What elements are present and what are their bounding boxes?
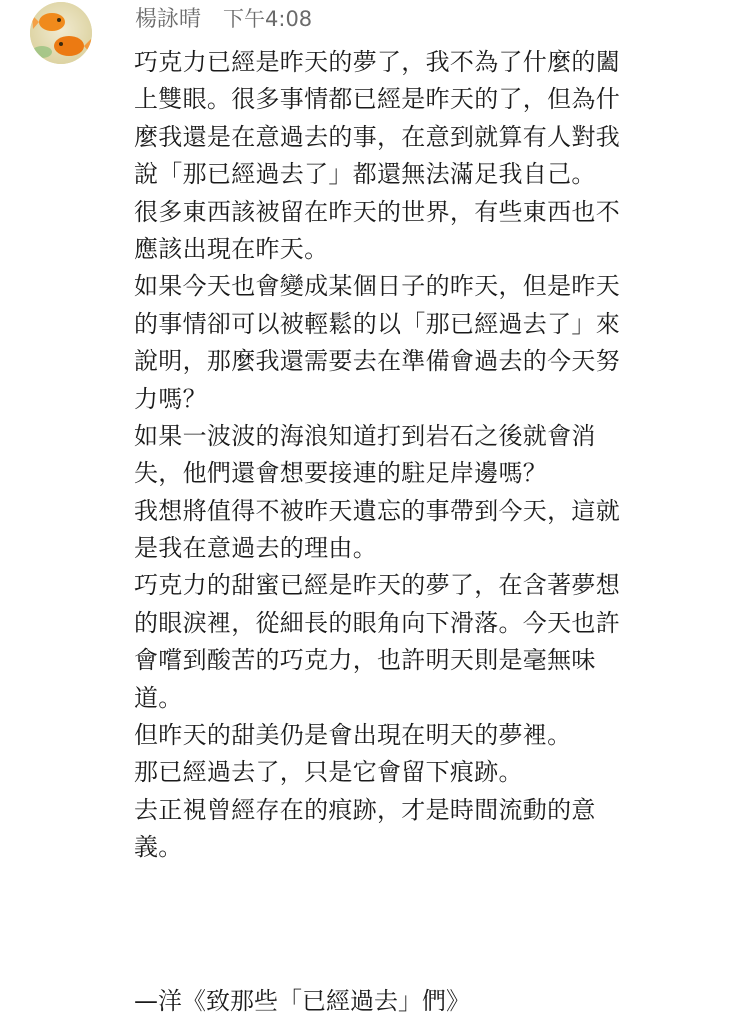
timestamp: 下午4:08 bbox=[223, 7, 313, 31]
comment-line: 麼我還是在意過去的事，在意到就算有人對我 bbox=[134, 122, 620, 151]
author-name[interactable]: 楊詠晴 bbox=[135, 7, 202, 32]
comment-header bbox=[135, 2, 312, 32]
comment-line: 說「那已經過去了」都還無法滿足我自己。 bbox=[134, 160, 596, 189]
comment-line: 那已經過去了，只是它會留下痕跡。 bbox=[134, 758, 523, 787]
comment-line: 力嗎？ bbox=[134, 384, 207, 413]
comment-line: 巧克力的甜蜜已經是昨天的夢了，在含著夢想 bbox=[134, 571, 620, 600]
comment-line: 的事情卻可以被輕鬆的以「那已經過去了」來 bbox=[134, 309, 620, 338]
comment-line: 是我在意過去的理由。 bbox=[134, 534, 377, 563]
comment-line: 但昨天的甜美仍是會出現在明天的夢裡。 bbox=[134, 721, 572, 750]
comment-line: 會嚐到酸苦的巧克力，也許明天則是毫無味 bbox=[134, 646, 596, 675]
comment-line: 說明，那麼我還需要去在準備會過去的今天努 bbox=[134, 347, 620, 376]
comment-line: 很多東西該被留在昨天的世界，有些東西也不 bbox=[134, 197, 620, 226]
signature-line: —洋《致那些「已經過去」們》 bbox=[134, 987, 470, 1015]
comment-line: 失，他們還會想要接連的駐足岸邊嗎？ bbox=[134, 459, 548, 488]
comment-line: 上雙眼。很多事情都已經是昨天的了，但為什 bbox=[134, 85, 620, 114]
comment-line: 的眼淚裡，從細長的眼角向下滑落。今天也許 bbox=[134, 608, 620, 637]
comment-line: 去正視曾經存在的痕跡，才是時間流動的意 bbox=[134, 795, 596, 824]
comment-line: 如果今天也會變成某個日子的昨天，但是昨天 bbox=[134, 272, 620, 301]
comment-line: 應該出現在昨天。 bbox=[134, 234, 329, 263]
goldfish-avatar-image bbox=[30, 2, 92, 64]
avatar[interactable] bbox=[30, 2, 92, 64]
comment-line: 巧克力已經是昨天的夢了，我不為了什麼的闔 bbox=[134, 48, 620, 76]
comment-line: 如果一波波的海浪知道打到岩石之後就會消 bbox=[134, 421, 596, 450]
comment-body bbox=[134, 44, 704, 867]
comment-line: 義。 bbox=[134, 833, 183, 862]
comment-line: 我想將值得不被昨天遺忘的事帶到今天，這就 bbox=[134, 496, 620, 525]
comment-line: 道。 bbox=[134, 683, 183, 712]
